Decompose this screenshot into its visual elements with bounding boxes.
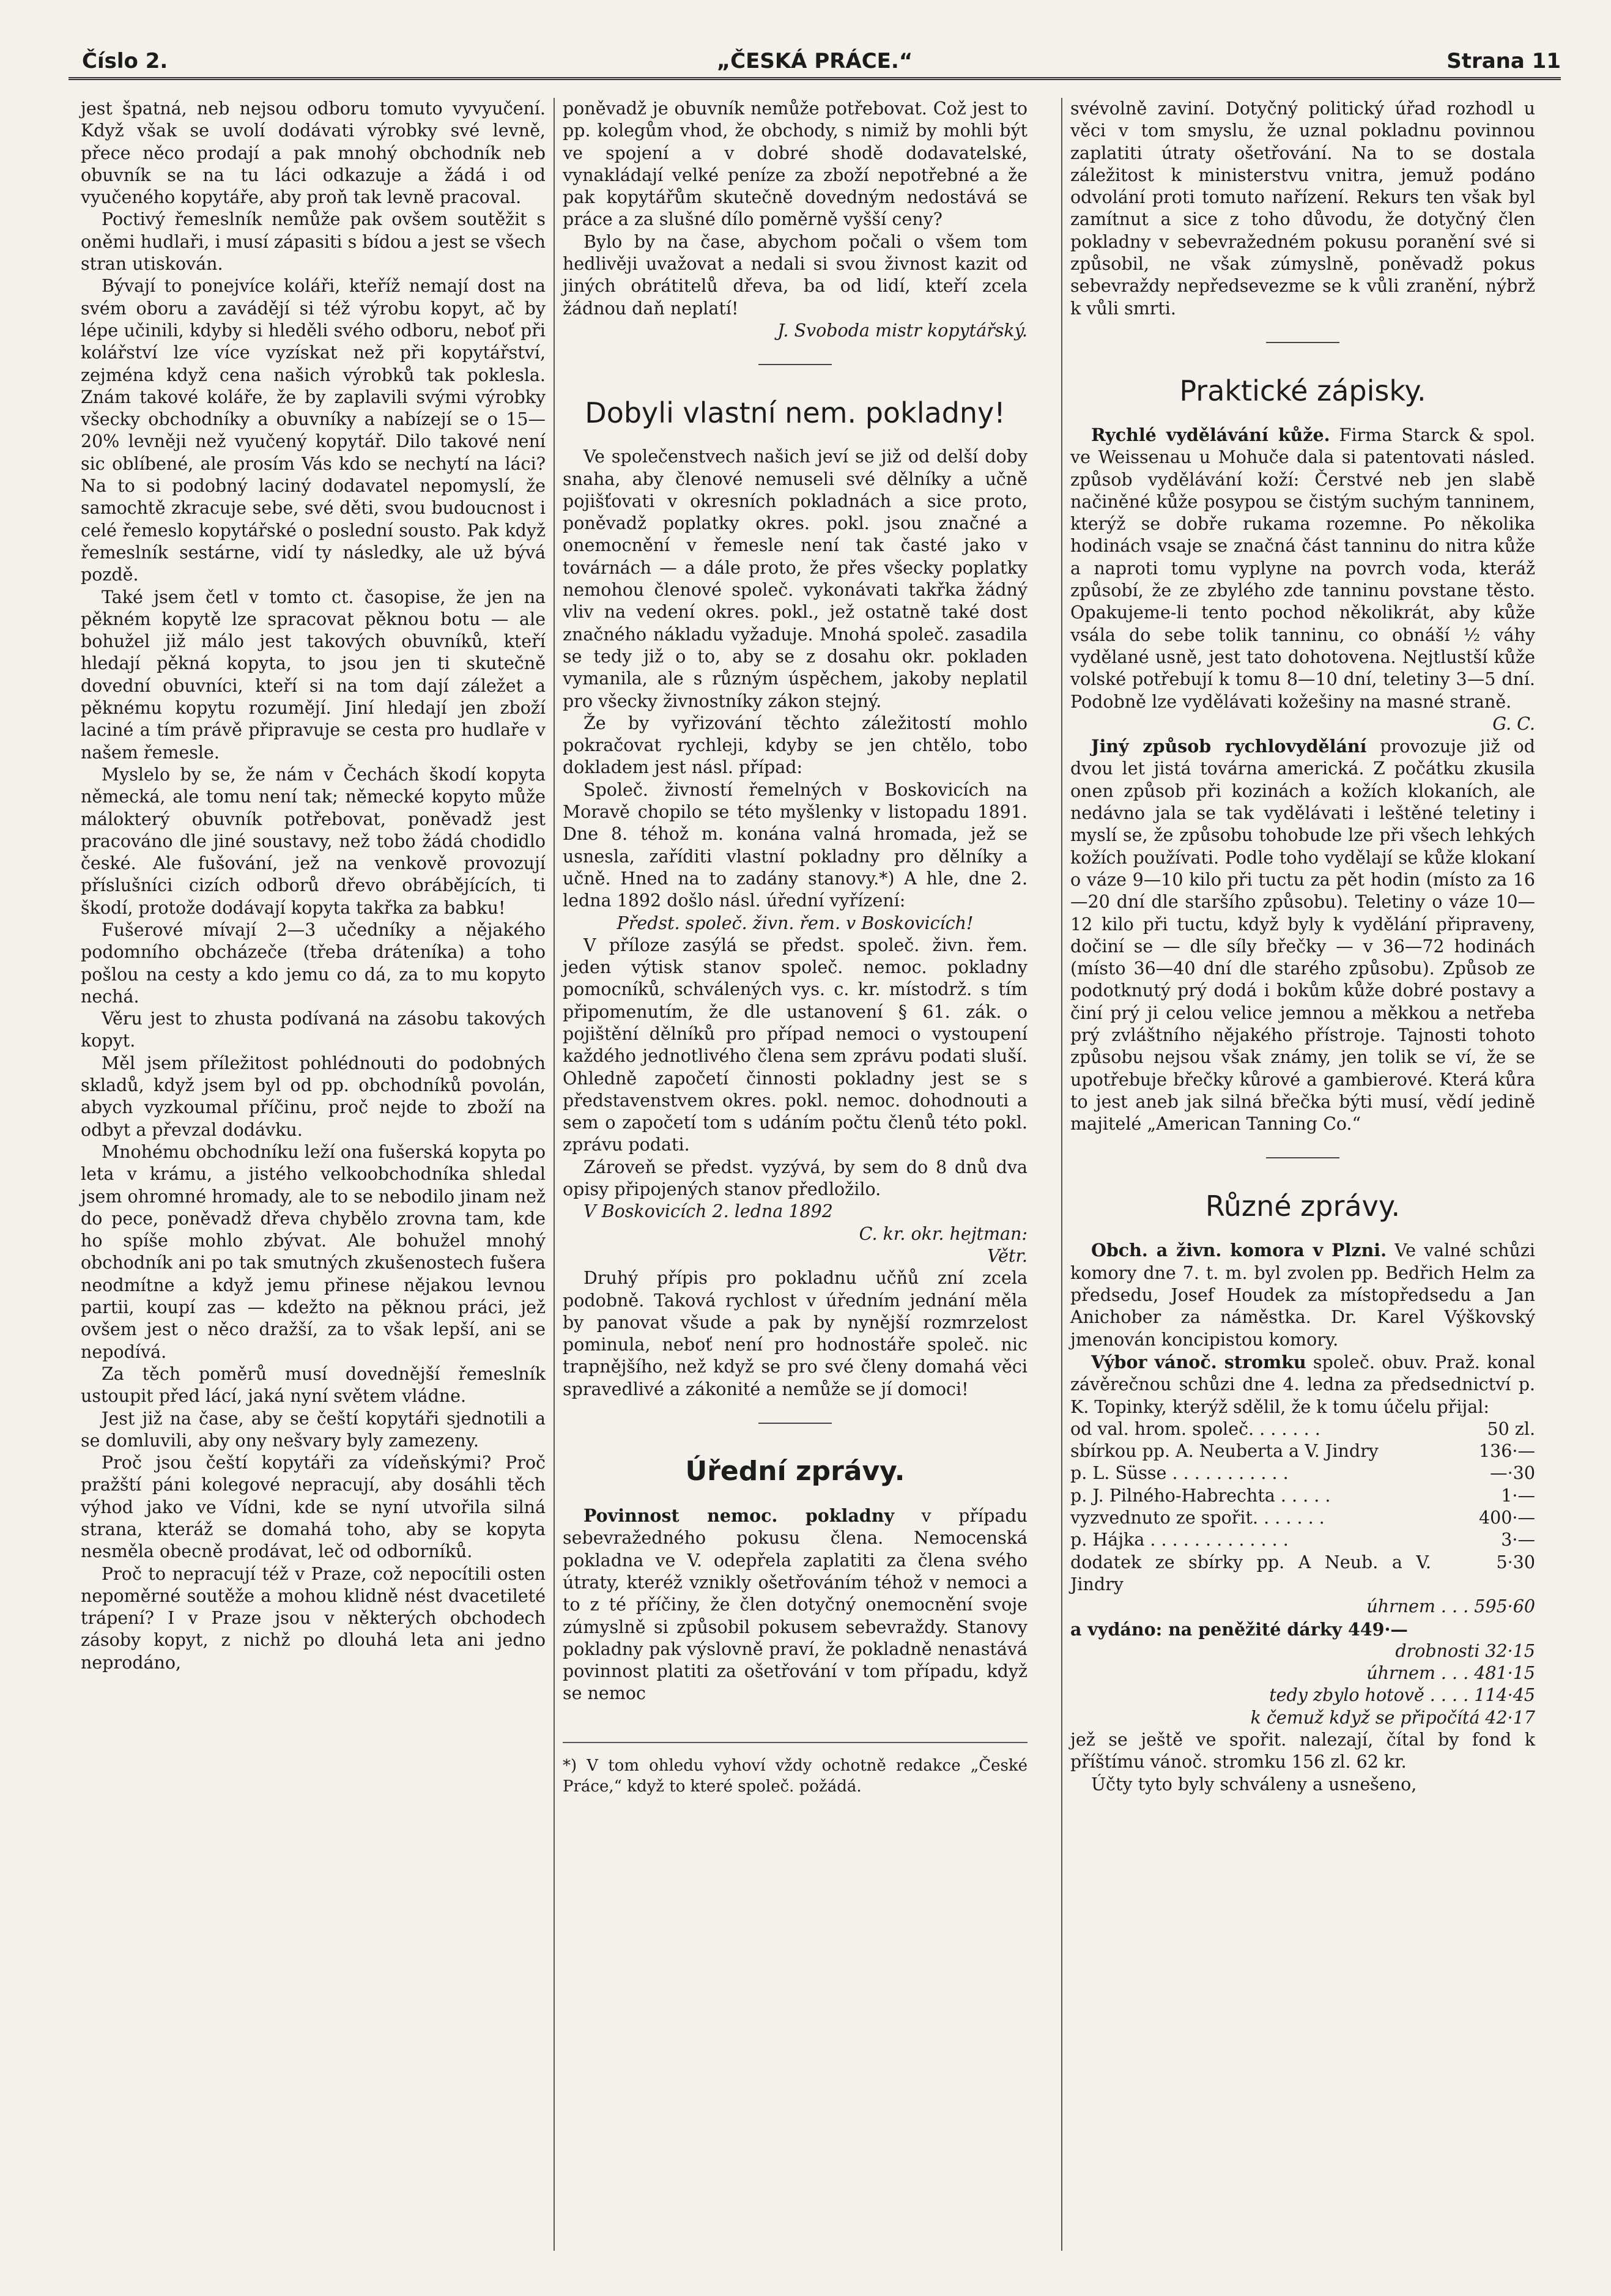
newspaper-title: „ČESKÁ PRÁCE.“ bbox=[716, 49, 913, 73]
separator-rule bbox=[1266, 342, 1339, 343]
receipt-label: od val. hrom. společ. . . . . . . bbox=[1070, 1418, 1320, 1439]
receipt-label: p. J. Pilného-Habrechta . . . . . bbox=[1070, 1485, 1331, 1506]
paragraph: svévolně zaviní. Dotyčný politický úřad rozhodl u věci v tom smyslu, že uznal pokladnu povinnou zaplatiti útraty ošetřování. Na to se dostala záležitost k ministerstvu vnitra, jemuž podáno odvolání proti tomuto nařízení. Rekurs ten však byl zamítnut a sice z toho důvodu, že dotyčný člen pokladny v sebevražedném pokusu poranění své si způsobil, ne však zúmyslně, poněvadž pokus sebevraždy nepředsevezme se k vůli zranění, nýbrž k vůli smrti. bbox=[1070, 98, 1535, 319]
paragraph: Za těch poměrů musí dovednější řemeslník ustoupit před lácí, jaká nyní světem vládne. bbox=[81, 1363, 546, 1407]
paragraph: Ve valné schůzi komory dne 7. t. m. byl zvolen pp. Bedřich Helm za předsedu, Josef Houdek za místopředsedu a Jan Anichober za náměstka. Dr. Karel Výškovský jmenován koncipistou komory. bbox=[1070, 1240, 1535, 1350]
receipt-amount: —·30 bbox=[1490, 1463, 1535, 1484]
receipt-row bbox=[1070, 1462, 1535, 1484]
paragraph: jest špatná, neb nejsou odboru tomuto vyvyučení. Když však se uvolí dodávati výrobky své levně, přece něco prodají a pak mnohý obchodník neb obuvník se na tu láci odkazuje a žádá i od vyučeného kopytáře, aby proň tak levně pracoval. bbox=[81, 98, 546, 208]
section-title: Úřední zprávy. bbox=[685, 1456, 905, 1487]
paragraph: Společ. živností řemelných v Boskovicích na Moravě chopilo se této myšlenky v listopadu 1891. Dne 8. téhož m. konána valná hromada, jež se usnesla, zaříditi vlastní pokladny pro dělníky a učně. Hned na to zadány stanovy.*) A hle, dne 2. ledna 1892 došlo násl. úřední vyřízení: bbox=[563, 779, 1028, 911]
receipt-row bbox=[1070, 1529, 1535, 1551]
receipt-amount: 136·— bbox=[1479, 1441, 1535, 1462]
subheading: Výbor vánoč. stromku bbox=[1091, 1351, 1306, 1372]
paragraph: Věru jest to zhusta podívaná na zásobu takových kopyt. bbox=[81, 1009, 546, 1051]
receipt-row bbox=[1070, 1552, 1535, 1596]
issue-number: Číslo 2. bbox=[82, 49, 168, 73]
paragraph: Ve společenstvech našich jeví se již od delší doby snaha, aby členové nemuseli své dělníky a učně pojišťovati v okresních pokladnách a sice proto, poněvadž poplatky okres. pokl. jsou značné a onemocnění v řemesle není tak časté jako v továrnách — a dále proto, že přes všecky poplatky nemohou členové společ. vykonávati takřka žádný vliv na vedení okres. pokl., jež ostatně také dost značného nákladu vyžaduje. Mnohá společ. zasadila se tedy již o to, aby se z dosahu okr. pokladen vymanila, ale s různým úspěchem, jakoby neplatil pro všecky živnostníky zákon stejný. bbox=[563, 446, 1028, 711]
subheading: Rychlé vydělávání kůže. bbox=[1091, 424, 1330, 445]
paragraph: Že by vyřizování těchto záležitostí mohlo pokračovat rychleji, kdyby se jen chtělo, tobo dokladem jest násl. případ: bbox=[563, 713, 1028, 778]
paragraph: poněvadž je obuvník nemůže potřebovat. Což jest to pp. kolegům vhod, že obchody, s nimiž by mohli být ve spojení a v dobré shodě dodavatelské, vynakládají velké peníze za zboží nepotřebné a že pak kopytářům skutečně dovedným nedostává se práce a za slušné dílo poměrně vyšší ceny? bbox=[563, 98, 1028, 230]
subheading: Obch. a živn. komora v Plzni. bbox=[1091, 1240, 1387, 1261]
footnote: *) V tom ohledu vyhoví vždy ochotně redakce „České Práce,“ když to které společ. požádá. bbox=[563, 1742, 1028, 1797]
page-number: Strana 11 bbox=[1446, 49, 1561, 73]
paragraph: Měl jsem příležitost pohlédnouti do podobných skladů, když jsem byl od pp. obchodníků povolán, abych vyzkoumal příčinu, proč nejde to zboží na odbyt a převzal dodávku. bbox=[81, 1053, 546, 1140]
receipt-label: vyzvednuto ze spořit. . . . . . . bbox=[1070, 1508, 1325, 1528]
header-rule bbox=[69, 77, 1561, 80]
subheading: Povinnost nemoc. pokladny bbox=[583, 1505, 894, 1527]
total-spent: úhrnem . . . 481·15 bbox=[1366, 1663, 1535, 1684]
paragraph: v případu sebevražedného pokusu člena. Nemocenská pokladna ve V. odepřela zaplatiti za člena svého útraty, kteréž vznikly ošetřováním téhož v nemoci a to z té příčiny, že člen dotyčný onemocnění svoje zúmyslně si způsobil pokusem sebevraždy. Stanovy pokladny pak výslovně praví, že pokladně nenastává povinnost platiti za ošetřování v tom případu, když se nemoc bbox=[563, 1506, 1028, 1704]
paragraph: Zároveň se předst. vyzývá, by sem do 8 dnů dva opisy připojených stanov předložilo. bbox=[563, 1157, 1028, 1200]
official-signature: Větr. bbox=[987, 1245, 1028, 1266]
paragraph: Jest již na čase, aby se čeští kopytáři sjednotili a se domluvili, aby ony nešvary byly zamezeny. bbox=[81, 1408, 546, 1451]
paragraph: Myslelo by se, že nám v Čechách škodí kopyta německá, ale tomu není tak; německé kopyto může málokterý obuvník potřebovat, poněvadž jest pracováno dle jiné soustavy, než tobo žádá chodidlo české. Ale fušování, jež na venkově provozují příslušníci cizích odborů dřevo obrábějících, ti škodí, protože dodávají kopyta takřka za babku! bbox=[81, 764, 546, 918]
total-received: úhrnem . . . 595·60 bbox=[1366, 1596, 1535, 1617]
paragraph: Proč to nepracují též v Praze, což nepocítili osten nepoměrné soutěže a mohou klidně nést dvacetileté trápení? I v Praze jsou v některých obchodech zásoby kopyt, z nichž po dlouhá leta ani jedno neprodáno, bbox=[81, 1563, 546, 1673]
paragraph: Druhý přípis pro pokladnu učňů zní zcela podobně. Taková rychlost v úředním jednání měla by panovat všude a pak by nynější rozmrzelost pominula, neboť není pro hodnostáře společ. nic trapnějšího, než když se pro své členy domahá věci spravedlivé a zákonité a nemůže se jí domoci! bbox=[563, 1268, 1028, 1399]
paragraph: Bylo by na čase, abychom počali o všem tom hedlivěji uvažovat a nedali si svou živnost kazit od jiných obrátitelů dřeva, ba od lidí, kteří zcela žádnou daň neplatí! bbox=[563, 231, 1028, 319]
final-fund: jež se ještě ve spořit. nalezají, čítal by fond k příštímu vánoč. stromku 156 zl. 62 kr. bbox=[1070, 1730, 1535, 1772]
signature: J. Svoboda mistr kopytářský. bbox=[777, 320, 1028, 341]
added-amount: k čemuž když se připočítá 42·17 bbox=[1250, 1707, 1535, 1728]
separator-rule bbox=[758, 364, 832, 365]
section-title: Praktické zápisky. bbox=[1179, 374, 1426, 407]
paragraph: Bývají to ponejvíce koláři, kteříž nemají dost na svém oboru a zavádějí si též výrobu kopyt, ač by lépe učinili, kdyby si hleděli svého odboru, neboť při kolářství lze více vyzískat než při kopytářství, zejména když cena našich výrobků tak poklesla. Znám takové koláře, že by zaplavili svými výrobky všecky obchodníky a obuvníky a nabízejí se o 15—20% levněji než vyučený kopytář. Dilo takové není sic oblíbené, ale prosím Vás kdo se nechytí na láci? Na to si podobný laciný dodavatel nepomyslí, že samochtě zkracuje sebe, své děti, svou budoucnost i celé řemeslo kopytářské o poslední sousto. Pak když řemeslník sestárne, vidí ty následky, ale už bývá pozdě. bbox=[81, 276, 546, 585]
remaining-cash: tedy zbylo hotově . . . . 114·45 bbox=[1269, 1685, 1535, 1706]
column-divider-2 bbox=[1061, 98, 1062, 2251]
paragraph: Také jsem četl v tomto ct. časopise, že jen na pěkném kopytě lze spracovat pěknou botu — ale bohužel již málo jest takových obuvníků, kteří hledají pěkná kopyta, to jsou jen ti skutečně dovední obuvníci, kteří si na tom dají záležet a pěknému kopytu rozumějí. Jiní hledají jen zboží laciné a tím právě připravuje se cesta pro hudlaře v našem řemesle. bbox=[81, 587, 546, 763]
receipt-amount: 1·— bbox=[1501, 1485, 1535, 1506]
authority: C. kr. okr. hejtman: bbox=[859, 1223, 1028, 1244]
section-title: Různé zprávy. bbox=[1205, 1190, 1401, 1223]
expenses-small: drobnosti 32·15 bbox=[1395, 1640, 1535, 1661]
paragraph: Proč jsou čeští kopytáři za vídeňskými? Proč pražští páni kolegové nepracují, aby dosáhli těch výhod jako ve Vídni, kde se nyní utvořila silná strana, kteráž se domahá toho, aby se kopyta nesměla obecně prodávat, leč od odborníků. bbox=[81, 1453, 546, 1562]
receipt-label: dodatek ze sbírky pp. A Neub. a V. Jindry bbox=[1070, 1552, 1431, 1594]
signature: G. C. bbox=[1492, 713, 1535, 734]
receipt-amount: 3·— bbox=[1501, 1530, 1535, 1550]
receipt-row bbox=[1070, 1507, 1535, 1529]
place-date: V Boskovicích 2. ledna 1892 bbox=[583, 1201, 833, 1222]
addressee: Předst. společ. živn. řem. v Boskovicích! bbox=[617, 913, 974, 933]
expenses: a vydáno: na peněžité dárky 449·— bbox=[1070, 1618, 1408, 1640]
column-3 bbox=[1070, 98, 1535, 1796]
paragraph: provozuje již od dvou let jistá továrna americká. Z počátku zkusila onen způsob při kozinách a kožích klokaních, ale nedávno jala se tak vydělávati i leštěné teletiny i myslí se, že způsobu tohobude lze při všech lehkých kožích používati. Podle toho vydělají se kůže klokaní o váze 9—10 kilo při tuctu za pět hodin (místo za 16—20 dní dle staršího způsobu). Teletiny o váze 10—12 kilo při tuctu, když byly k vydělání připraveny, dočiní se — dle síly břečky — v 36—72 hodinách (místo 36—40 dní dle starého způsobu). Způsob ze podotknutý prý dodá i bokům kůže dobré postavy a činí prý ji celou velice jemnou a měkkou a netřeba prý zvláštního nějakého přístroje. Tajnosti tohoto způsobu nejsou však známy, jen tolik se ví, že se upotřebuje břečky kůrové a gambierové. Která kůra to jest aneb jak silná břečka býti musí, vědí jedině majitelé „American Tanning Co.“ bbox=[1070, 736, 1535, 1135]
receipt-label: sbírkou pp. A. Neuberta a V. Jindry bbox=[1070, 1441, 1379, 1462]
column-divider-1 bbox=[554, 98, 555, 2251]
receipt-row bbox=[1070, 1485, 1535, 1507]
paragraph: Mnohému obchodníku leží ona fušerská kopyta po leta v krámu, a jistého velkoobchodníka shledal jsem ohromné hromady, ale to se nebodilo jinam než do pece, poněvadž dřeva chybělo zrovna tam, kde ho spíše mohlo zbývat. Ale bohužel mnohý obchodník ani po tak smutných zkušenostech fušera neodmítne a když jemu přinese nějakou levnou partii, koupí zas — kdežto na pěknou práci, jež ovšem jest o něco dražší, za to však lepší, ani se nepodívá. bbox=[81, 1141, 546, 1362]
paragraph: Poctivý řemeslník nemůže pak ovšem soutěžit s oněmi hudlaři, i musí zápasiti s bídou a jest se všech stran utiskován. bbox=[81, 209, 546, 275]
column-2 bbox=[563, 98, 1028, 1797]
paragraph: V příloze zasýlá se předst. společ. živn. řem. jeden výtisk stanov společ. nemoc. pokladny pomocníků, schválených vys. c. kr. místodrž. s tím připomenutím, že dle ustanovení § 61. zák. o pojištění dělníků pro případ nemoci o vystoupení každého jednotlivého člena sem zprávu podati sluší. Ohledně započetí činnosti pokladny jest se s představenstvem okres. pokl. nemoc. dohodnouti a sem o započetí tom s udáním počtu členů této pokl. zprávu podati. bbox=[563, 935, 1028, 1155]
section-title: Dobyli vlastní nem. pokladny! bbox=[585, 396, 1005, 430]
receipt-row bbox=[1070, 1418, 1535, 1440]
closing-line: Účty tyto byly schváleny a usnešeno, bbox=[1091, 1774, 1417, 1794]
receipt-label: p. Hájka . . . . . . . . . . . . . bbox=[1070, 1530, 1289, 1550]
paragraph: společ. obuv. Praž. konal závěrečnou schůzi dne 4. ledna za předsednictví p. K. Topinky, kterýž sdělil, že k tomu účelu přijal: bbox=[1070, 1352, 1535, 1417]
paragraph: Fušerové mívají 2—3 učedníky a nějakého podomního obcházeče (třeba dráteníka) a toho pošlou na cesty a kdo jemu co dá, za to mu kopyto nechá. bbox=[81, 919, 546, 1007]
column-1 bbox=[81, 98, 546, 1674]
receipt-label: p. L. Süsse . . . . . . . . . . . bbox=[1070, 1463, 1289, 1484]
receipts-list bbox=[1070, 1418, 1535, 1596]
separator-rule bbox=[758, 1423, 832, 1424]
receipt-amount: 5·30 bbox=[1496, 1552, 1535, 1572]
separator-rule bbox=[1266, 1157, 1339, 1158]
receipt-amount: 50 zl. bbox=[1487, 1418, 1535, 1439]
receipt-row bbox=[1070, 1440, 1535, 1462]
paragraph: Firma Starck & spol. ve Weissenau u Mohuče dala si patentovati násled. způsob vydělávání koží: Čerstvé neb jen slabě načiněné kůže posypou se čistým suchým tanninem, kterýž se dobře rukama rozemne. Po několika hodinách vsaje se značná část tanninu do nitra kůže a naproti tomu vyplyne na povrch voda, kteráž způsobí, že ze zbylého zde tanninu povstane těsto. Opakujeme-li tento pochod několikrát, aby kůže vsála do sebe tolik tanninu, co obnáší ½ váhy vydělané usně, jest tato dohotovena. Nejtlustší kůže volské potřebují k tomu 8—10 dní, teletiny 3—5 dní. Podobně lze vydělávati kožešiny na masné straně. bbox=[1070, 424, 1535, 712]
receipt-amount: 400·— bbox=[1479, 1508, 1535, 1528]
page-header bbox=[69, 37, 1561, 80]
subheading: Jiný způsob rychlovydělání bbox=[1091, 736, 1367, 757]
